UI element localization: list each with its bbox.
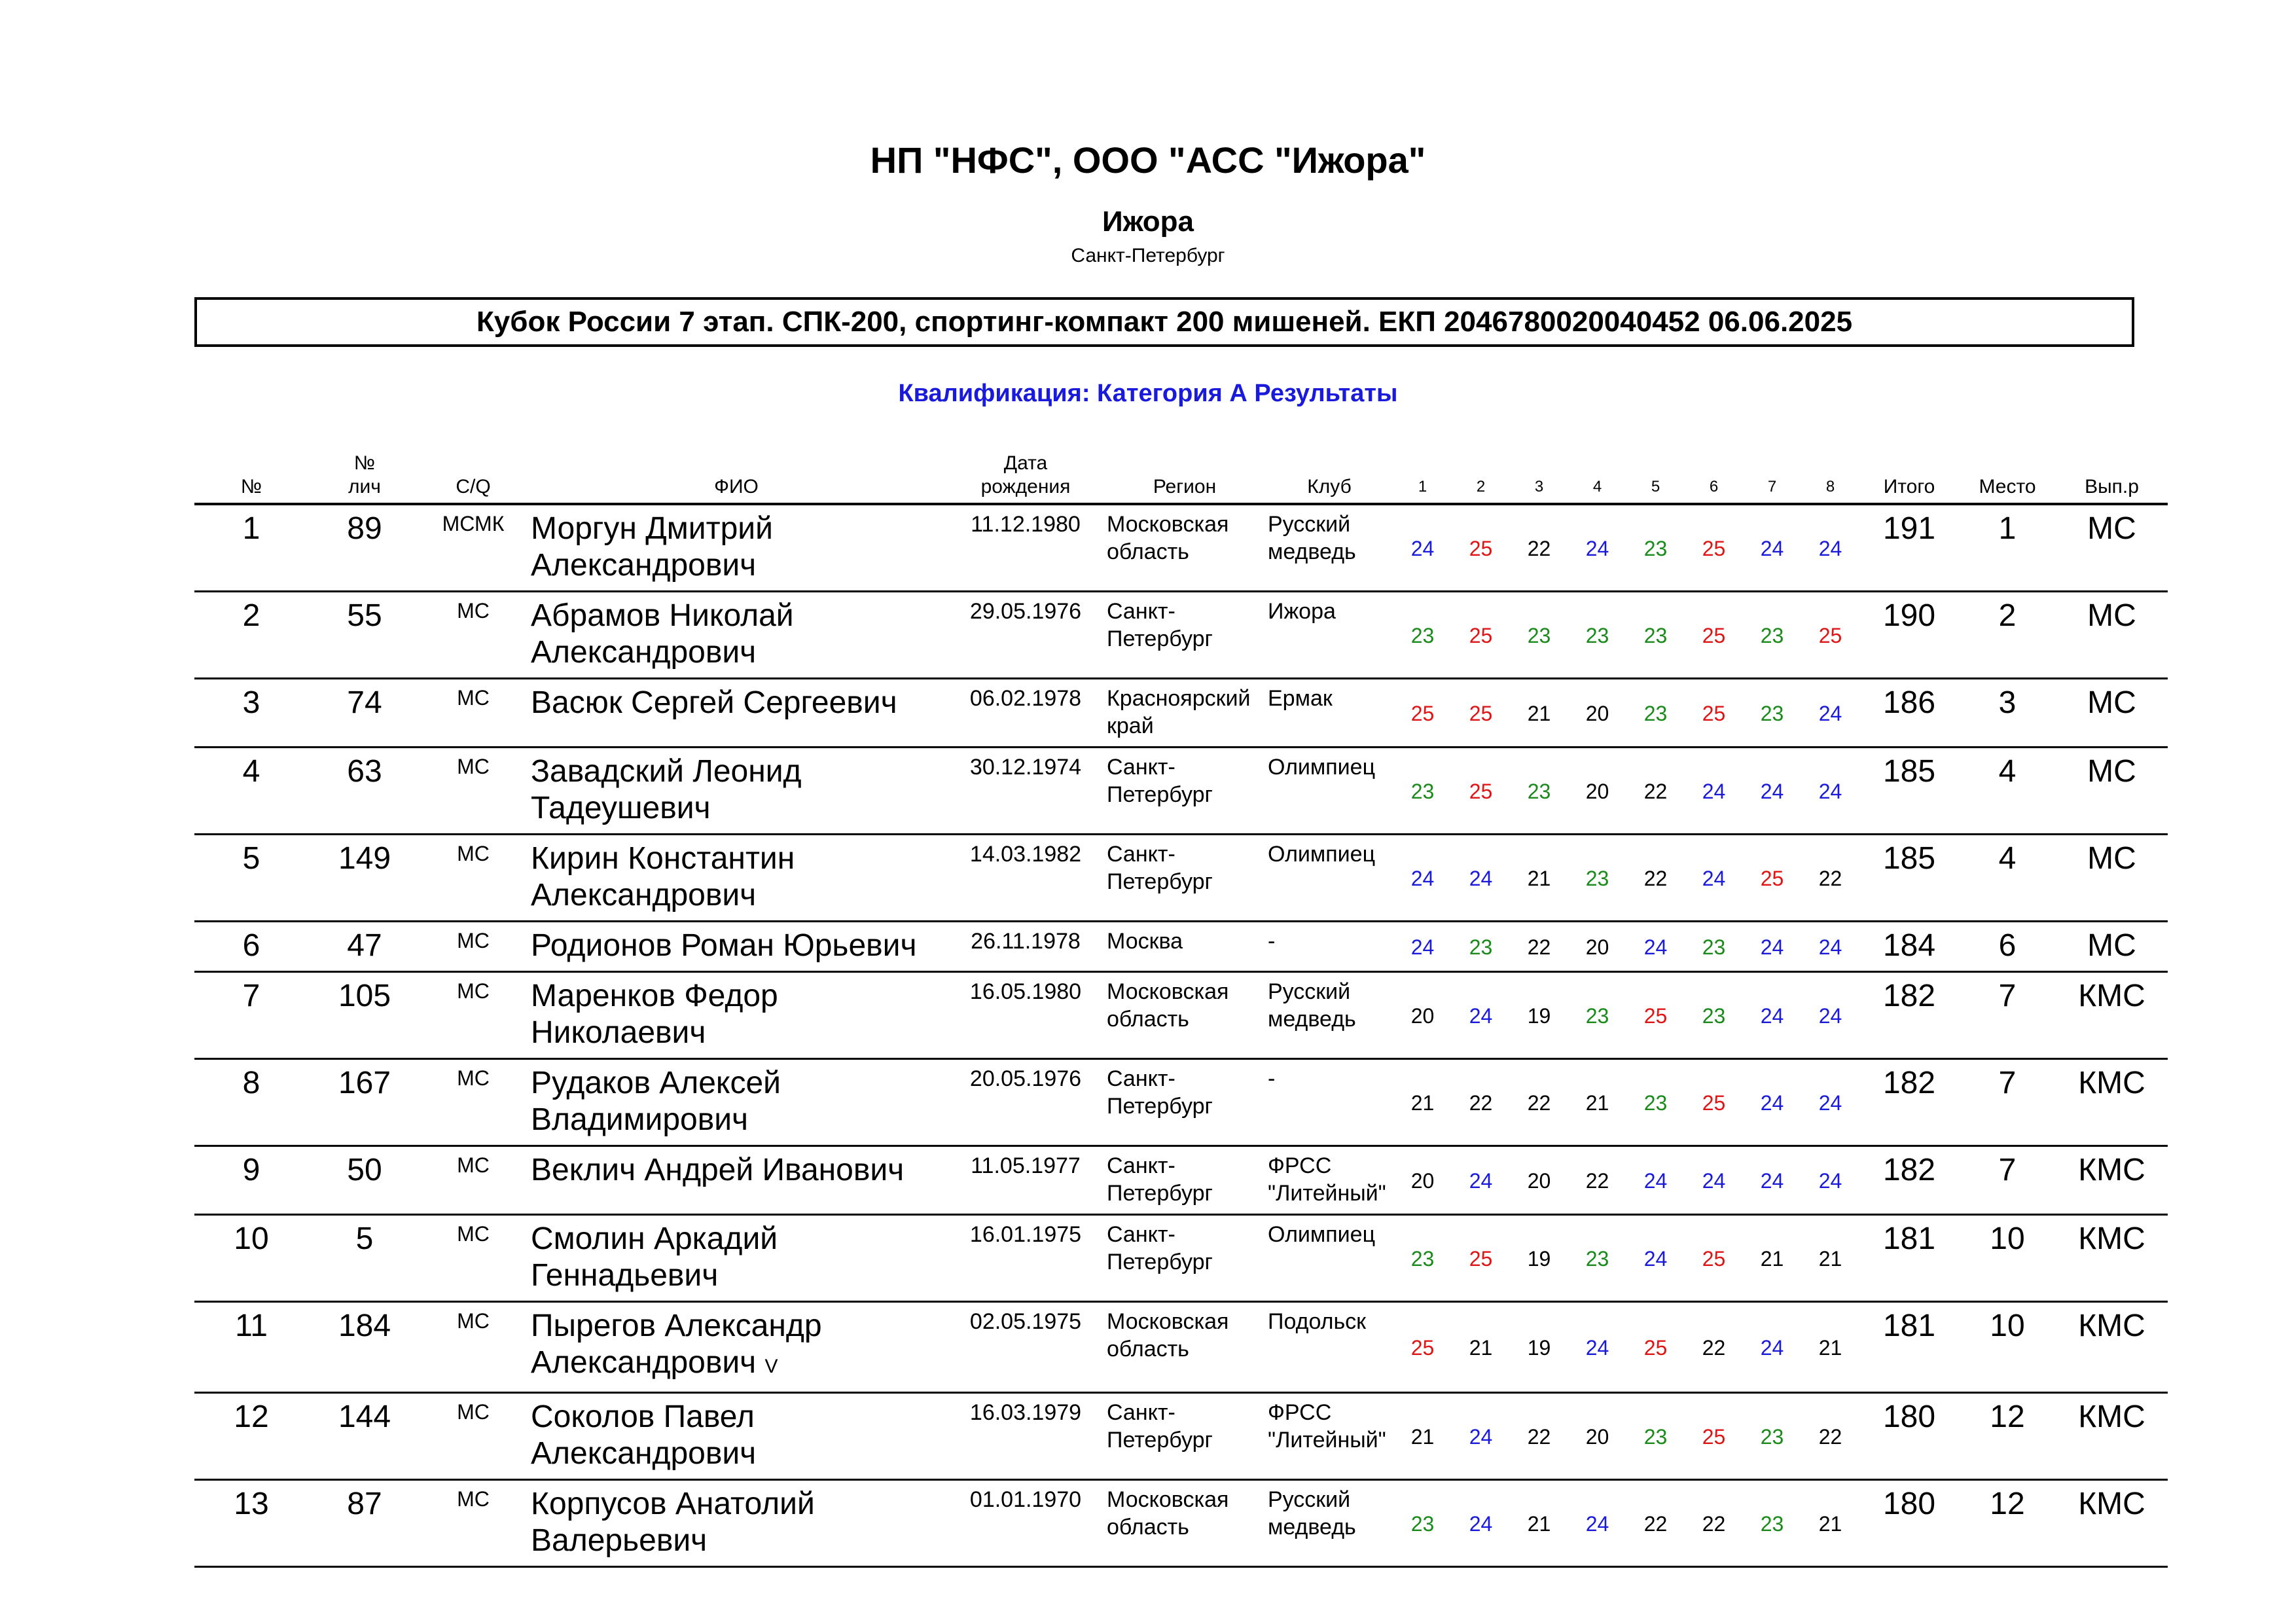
row-bib: 149 — [308, 835, 421, 922]
row-total: 180 — [1859, 1480, 1959, 1567]
row-cq: МС — [421, 922, 526, 972]
row-region: Санкт-Петербург — [1104, 592, 1265, 679]
row-fio-text: Моргун Дмитрий Александрович — [531, 511, 773, 583]
row-club: Подольск — [1265, 1302, 1393, 1393]
row-club: Русский медведь — [1265, 1480, 1393, 1567]
row-cq: МС — [421, 1393, 526, 1480]
row-club: Олимпиец — [1265, 748, 1393, 835]
row-total: 180 — [1859, 1393, 1959, 1480]
row-series-5-score: 23 — [1626, 679, 1685, 748]
row-cq: МС — [421, 1059, 526, 1146]
row-series-7-score: 24 — [1743, 1302, 1801, 1393]
row-series-4-score: 24 — [1568, 504, 1626, 592]
row-series-3-score: 21 — [1510, 1480, 1568, 1567]
row-cq: МС — [421, 748, 526, 835]
row-series-8-score: 21 — [1801, 1215, 1859, 1302]
row-place: 10 — [1959, 1302, 2056, 1393]
col-header-num: № — [194, 452, 308, 504]
table-row — [194, 972, 2168, 1059]
row-place: 1 — [1959, 504, 2056, 592]
row-dob: 26.11.1978 — [947, 922, 1104, 972]
row-fio-text: Рудаков Алексей Владимирович — [531, 1066, 781, 1137]
row-fio — [526, 1302, 947, 1393]
row-dob: 16.03.1979 — [947, 1393, 1104, 1480]
row-series-4-score: 20 — [1568, 1393, 1626, 1480]
col-header-dob-bottom: рождения — [980, 476, 1071, 497]
row-fio — [526, 504, 947, 592]
table-row — [194, 1146, 2168, 1215]
row-dob: 30.12.1974 — [947, 748, 1104, 835]
row-series-2-score: 24 — [1452, 835, 1510, 922]
row-series-2-score: 21 — [1452, 1302, 1510, 1393]
row-num: 3 — [194, 679, 308, 748]
row-series-8-score: 24 — [1801, 1059, 1859, 1146]
row-series-8-score: 24 — [1801, 504, 1859, 592]
row-fio — [526, 592, 947, 679]
col-header-series-1: 1 — [1393, 452, 1452, 504]
row-region: Санкт-Петербург — [1104, 835, 1265, 922]
row-series-8-score: 21 — [1801, 1302, 1859, 1393]
table-row — [194, 1302, 2168, 1393]
row-fio — [526, 835, 947, 922]
row-series-4-score: 21 — [1568, 1059, 1626, 1146]
row-fio-text: Маренков Федор Николаевич — [531, 979, 778, 1050]
row-series-2-score: 25 — [1452, 748, 1510, 835]
row-series-3-score: 21 — [1510, 679, 1568, 748]
event-title-box — [194, 297, 2134, 347]
row-series-4-score: 23 — [1568, 972, 1626, 1059]
row-place: 7 — [1959, 972, 2056, 1059]
row-series-1-score: 21 — [1393, 1393, 1452, 1480]
row-num: 9 — [194, 1146, 308, 1215]
row-series-4-score: 24 — [1568, 1302, 1626, 1393]
row-series-7-score: 24 — [1743, 1059, 1801, 1146]
col-header-total: Итого — [1859, 452, 1959, 504]
row-region: Московская область — [1104, 1480, 1265, 1567]
row-place: 6 — [1959, 922, 2056, 972]
results-table — [194, 452, 2168, 1568]
row-total: 185 — [1859, 748, 1959, 835]
row-bib: 55 — [308, 592, 421, 679]
row-series-2-score: 23 — [1452, 922, 1510, 972]
organizer-title: НП "НФС", ООО "АСС "Ижора" — [870, 139, 1426, 181]
row-series-4-score: 23 — [1568, 835, 1626, 922]
row-series-4-score: 20 — [1568, 748, 1626, 835]
col-header-series-4: 4 — [1568, 452, 1626, 504]
row-club: ФРСС "Литейный" — [1265, 1146, 1393, 1215]
row-region: Красноярский край — [1104, 679, 1265, 748]
row-total: 191 — [1859, 504, 1959, 592]
col-header-series-7: 7 — [1743, 452, 1801, 504]
row-fio-text: Смолин Аркадий Геннадьевич — [531, 1221, 778, 1293]
row-series-2-score: 24 — [1452, 1480, 1510, 1567]
row-bib: 89 — [308, 504, 421, 592]
row-series-8-score: 25 — [1801, 592, 1859, 679]
row-series-2-score: 24 — [1452, 972, 1510, 1059]
row-series-5-score: 22 — [1626, 1480, 1685, 1567]
row-region: Москва — [1104, 922, 1265, 972]
row-series-1-score: 25 — [1393, 1302, 1452, 1393]
row-place: 12 — [1959, 1393, 2056, 1480]
row-series-8-score: 24 — [1801, 748, 1859, 835]
row-series-7-score: 23 — [1743, 1480, 1801, 1567]
row-series-5-score: 24 — [1626, 1215, 1685, 1302]
row-place: 7 — [1959, 1059, 2056, 1146]
row-series-5-score: 23 — [1626, 504, 1685, 592]
row-series-6-score: 23 — [1685, 922, 1743, 972]
row-club: Ижора — [1265, 592, 1393, 679]
col-header-bib — [308, 452, 421, 504]
row-series-6-score: 25 — [1685, 679, 1743, 748]
row-series-5-score: 25 — [1626, 972, 1685, 1059]
row-series-8-score: 21 — [1801, 1480, 1859, 1567]
row-num: 8 — [194, 1059, 308, 1146]
row-num: 11 — [194, 1302, 308, 1393]
row-num: 5 — [194, 835, 308, 922]
col-header-club: Клуб — [1265, 452, 1393, 504]
row-fio — [526, 748, 947, 835]
row-rank: КМС — [2056, 1393, 2168, 1480]
row-rank: МС — [2056, 748, 2168, 835]
table-row — [194, 1480, 2168, 1567]
row-series-7-score: 23 — [1743, 1393, 1801, 1480]
row-series-8-score: 22 — [1801, 1393, 1859, 1480]
row-series-8-score: 24 — [1801, 679, 1859, 748]
col-header-cq: C/Q — [421, 452, 526, 504]
row-place: 12 — [1959, 1480, 2056, 1567]
row-total: 181 — [1859, 1215, 1959, 1302]
row-series-7-score: 25 — [1743, 835, 1801, 922]
row-total: 184 — [1859, 922, 1959, 972]
row-total: 182 — [1859, 1146, 1959, 1215]
row-series-6-score: 25 — [1685, 504, 1743, 592]
row-series-3-score: 23 — [1510, 748, 1568, 835]
row-rank: МС — [2056, 592, 2168, 679]
row-total: 182 — [1859, 1059, 1959, 1146]
row-series-4-score: 20 — [1568, 679, 1626, 748]
row-rank: КМС — [2056, 1480, 2168, 1567]
row-series-4-score: 20 — [1568, 922, 1626, 972]
row-series-7-score: 24 — [1743, 748, 1801, 835]
row-num: 12 — [194, 1393, 308, 1480]
row-dob: 29.05.1976 — [947, 592, 1104, 679]
row-club: Ермак — [1265, 679, 1393, 748]
row-total: 182 — [1859, 972, 1959, 1059]
row-fio-mark: V — [764, 1356, 778, 1377]
row-bib: 87 — [308, 1480, 421, 1567]
row-fio — [526, 1215, 947, 1302]
col-header-region: Регион — [1104, 452, 1265, 504]
row-series-8-score: 24 — [1801, 972, 1859, 1059]
row-series-4-score: 23 — [1568, 1215, 1626, 1302]
row-num: 2 — [194, 592, 308, 679]
row-fio-text: Завадский Леонид Тадеушевич — [531, 754, 802, 825]
row-series-5-score: 25 — [1626, 1302, 1685, 1393]
row-bib: 47 — [308, 922, 421, 972]
col-header-dob — [947, 452, 1104, 504]
table-header-row — [194, 452, 2168, 504]
row-region: Санкт-Петербург — [1104, 1059, 1265, 1146]
row-num: 13 — [194, 1480, 308, 1567]
row-place: 10 — [1959, 1215, 2056, 1302]
row-series-5-score: 23 — [1626, 1393, 1685, 1480]
row-fio-text: Веклич Андрей Иванович — [531, 1153, 905, 1187]
table-row — [194, 592, 2168, 679]
row-fio — [526, 972, 947, 1059]
row-cq: МС — [421, 1146, 526, 1215]
row-series-6-score: 24 — [1685, 835, 1743, 922]
row-dob: 02.05.1975 — [947, 1302, 1104, 1393]
table-row — [194, 748, 2168, 835]
row-series-7-score: 24 — [1743, 1146, 1801, 1215]
row-series-4-score: 24 — [1568, 1480, 1626, 1567]
row-num: 4 — [194, 748, 308, 835]
row-fio-text: Кирин Константин Александрович — [531, 841, 795, 912]
row-series-1-score: 23 — [1393, 1215, 1452, 1302]
row-total: 185 — [1859, 835, 1959, 922]
row-series-5-score: 24 — [1626, 1146, 1685, 1215]
row-series-7-score: 24 — [1743, 504, 1801, 592]
row-dob: 01.01.1970 — [947, 1480, 1104, 1567]
row-series-1-score: 20 — [1393, 972, 1452, 1059]
table-row — [194, 1215, 2168, 1302]
row-fio-text: Соколов Павел Александрович — [531, 1399, 757, 1471]
row-series-2-score: 24 — [1452, 1393, 1510, 1480]
row-series-3-score: 22 — [1510, 1059, 1568, 1146]
row-dob: 06.02.1978 — [947, 679, 1104, 748]
row-series-1-score: 20 — [1393, 1146, 1452, 1215]
row-dob: 11.05.1977 — [947, 1146, 1104, 1215]
row-series-7-score: 24 — [1743, 922, 1801, 972]
row-series-8-score: 24 — [1801, 922, 1859, 972]
row-rank: МС — [2056, 835, 2168, 922]
col-header-fio: ФИО — [526, 452, 947, 504]
row-series-6-score: 25 — [1685, 1059, 1743, 1146]
row-series-7-score: 23 — [1743, 679, 1801, 748]
results-body — [194, 504, 2168, 1567]
row-series-4-score: 22 — [1568, 1146, 1626, 1215]
row-series-2-score: 24 — [1452, 1146, 1510, 1215]
row-series-6-score: 24 — [1685, 748, 1743, 835]
row-series-7-score: 23 — [1743, 592, 1801, 679]
col-header-dob-top: Дата — [1003, 452, 1048, 474]
row-cq: МС — [421, 1302, 526, 1393]
row-total: 181 — [1859, 1302, 1959, 1393]
row-series-2-score: 25 — [1452, 1215, 1510, 1302]
row-bib: 144 — [308, 1393, 421, 1480]
row-num: 7 — [194, 972, 308, 1059]
table-row — [194, 679, 2168, 748]
row-series-5-score: 22 — [1626, 748, 1685, 835]
row-fio — [526, 1059, 947, 1146]
table-row — [194, 835, 2168, 922]
row-series-3-score: 22 — [1510, 922, 1568, 972]
row-series-1-score: 23 — [1393, 592, 1452, 679]
row-series-3-score: 23 — [1510, 592, 1568, 679]
row-region: Санкт-Петербург — [1104, 748, 1265, 835]
row-place: 2 — [1959, 592, 2056, 679]
row-series-2-score: 25 — [1452, 679, 1510, 748]
row-total: 186 — [1859, 679, 1959, 748]
row-cq: МС — [421, 972, 526, 1059]
row-num: 10 — [194, 1215, 308, 1302]
row-rank: МС — [2056, 922, 2168, 972]
row-bib: 63 — [308, 748, 421, 835]
row-series-1-score: 23 — [1393, 748, 1452, 835]
row-region: Московская область — [1104, 1302, 1265, 1393]
row-bib: 167 — [308, 1059, 421, 1146]
col-header-bib-top: № — [353, 452, 376, 474]
row-fio-text: Пырегов Александр Александрович — [531, 1308, 822, 1380]
qualification-title: Квалификация: Категория А Результаты — [898, 380, 1398, 407]
row-fio-text: Корпусов Анатолий Валерьевич — [531, 1487, 815, 1558]
row-fio — [526, 922, 947, 972]
row-cq: МСМК — [421, 504, 526, 592]
row-region: Московская область — [1104, 972, 1265, 1059]
row-series-7-score: 24 — [1743, 972, 1801, 1059]
row-series-4-score: 23 — [1568, 592, 1626, 679]
row-club: - — [1265, 1059, 1393, 1146]
row-rank: КМС — [2056, 972, 2168, 1059]
row-place: 3 — [1959, 679, 2056, 748]
row-num: 1 — [194, 504, 308, 592]
row-fio-text: Родионов Роман Юрьевич — [531, 928, 917, 963]
row-series-8-score: 24 — [1801, 1146, 1859, 1215]
row-series-3-score: 21 — [1510, 835, 1568, 922]
row-rank: КМС — [2056, 1146, 2168, 1215]
row-bib: 74 — [308, 679, 421, 748]
row-series-6-score: 22 — [1685, 1480, 1743, 1567]
row-series-3-score: 22 — [1510, 504, 1568, 592]
row-series-6-score: 25 — [1685, 1393, 1743, 1480]
row-series-7-score: 21 — [1743, 1215, 1801, 1302]
row-series-3-score: 19 — [1510, 1302, 1568, 1393]
row-club: ФРСС "Литейный" — [1265, 1393, 1393, 1480]
row-series-6-score: 22 — [1685, 1302, 1743, 1393]
row-series-6-score: 25 — [1685, 1215, 1743, 1302]
row-dob: 11.12.1980 — [947, 504, 1104, 592]
table-row — [194, 922, 2168, 972]
row-cq: МС — [421, 679, 526, 748]
row-rank: КМС — [2056, 1215, 2168, 1302]
row-series-5-score: 22 — [1626, 835, 1685, 922]
row-series-2-score: 22 — [1452, 1059, 1510, 1146]
table-row — [194, 1059, 2168, 1146]
row-series-3-score: 19 — [1510, 972, 1568, 1059]
col-header-series-3: 3 — [1510, 452, 1568, 504]
col-header-bib-bottom: лич — [348, 476, 381, 497]
row-series-6-score: 24 — [1685, 1146, 1743, 1215]
row-series-6-score: 25 — [1685, 592, 1743, 679]
row-series-1-score: 24 — [1393, 835, 1452, 922]
row-series-5-score: 24 — [1626, 922, 1685, 972]
row-cq: МС — [421, 592, 526, 679]
row-cq: МС — [421, 835, 526, 922]
row-dob: 20.05.1976 — [947, 1059, 1104, 1146]
row-cq: МС — [421, 1215, 526, 1302]
col-header-series-6: 6 — [1685, 452, 1743, 504]
row-rank: КМС — [2056, 1302, 2168, 1393]
row-fio — [526, 1393, 947, 1480]
row-bib: 50 — [308, 1146, 421, 1215]
row-fio — [526, 1480, 947, 1567]
row-cq: МС — [421, 1480, 526, 1567]
row-club: Олимпиец — [1265, 1215, 1393, 1302]
row-region: Санкт-Петербург — [1104, 1393, 1265, 1480]
row-place: 4 — [1959, 748, 2056, 835]
col-header-series-5: 5 — [1626, 452, 1685, 504]
row-fio-text: Абрамов Николай Александрович — [531, 598, 794, 670]
row-bib: 184 — [308, 1302, 421, 1393]
row-dob: 16.05.1980 — [947, 972, 1104, 1059]
row-total: 190 — [1859, 592, 1959, 679]
event-title: Кубок России 7 этап. СПК-200, спортинг-компакт 200 мишеней. ЕКП 2046780020040452 06.06.2025 — [476, 306, 1853, 338]
row-series-3-score: 20 — [1510, 1146, 1568, 1215]
row-series-3-score: 22 — [1510, 1393, 1568, 1480]
row-bib: 5 — [308, 1215, 421, 1302]
row-series-1-score: 21 — [1393, 1059, 1452, 1146]
col-header-series-2: 2 — [1452, 452, 1510, 504]
row-club: Олимпиец — [1265, 835, 1393, 922]
row-series-5-score: 23 — [1626, 592, 1685, 679]
row-fio-text: Васюк Сергей Сергеевич — [531, 685, 897, 720]
row-place: 7 — [1959, 1146, 2056, 1215]
row-series-1-score: 23 — [1393, 1480, 1452, 1567]
row-series-2-score: 25 — [1452, 504, 1510, 592]
row-bib: 105 — [308, 972, 421, 1059]
row-rank: КМС — [2056, 1059, 2168, 1146]
row-series-3-score: 19 — [1510, 1215, 1568, 1302]
row-series-2-score: 25 — [1452, 592, 1510, 679]
col-header-rank: Вып.р — [2056, 452, 2168, 504]
table-row — [194, 504, 2168, 592]
row-rank: МС — [2056, 504, 2168, 592]
row-region: Санкт-Петербург — [1104, 1215, 1265, 1302]
col-header-place: Место — [1959, 452, 2056, 504]
row-series-1-score: 24 — [1393, 922, 1452, 972]
row-series-6-score: 23 — [1685, 972, 1743, 1059]
row-series-8-score: 22 — [1801, 835, 1859, 922]
row-club: Русский медведь — [1265, 972, 1393, 1059]
col-header-series-8: 8 — [1801, 452, 1859, 504]
host-city: Санкт-Петербург — [1071, 245, 1225, 266]
table-row — [194, 1393, 2168, 1480]
row-region: Московская область — [1104, 504, 1265, 592]
row-rank: МС — [2056, 679, 2168, 748]
row-series-5-score: 23 — [1626, 1059, 1685, 1146]
row-fio — [526, 679, 947, 748]
row-place: 4 — [1959, 835, 2056, 922]
row-region: Санкт-Петербург — [1104, 1146, 1265, 1215]
row-club: - — [1265, 922, 1393, 972]
row-series-1-score: 24 — [1393, 504, 1452, 592]
row-series-1-score: 25 — [1393, 679, 1452, 748]
row-club: Русский медведь — [1265, 504, 1393, 592]
host-club-title: Ижора — [1102, 206, 1194, 238]
row-fio — [526, 1146, 947, 1215]
row-dob: 14.03.1982 — [947, 835, 1104, 922]
row-dob: 16.01.1975 — [947, 1215, 1104, 1302]
row-num: 6 — [194, 922, 308, 972]
